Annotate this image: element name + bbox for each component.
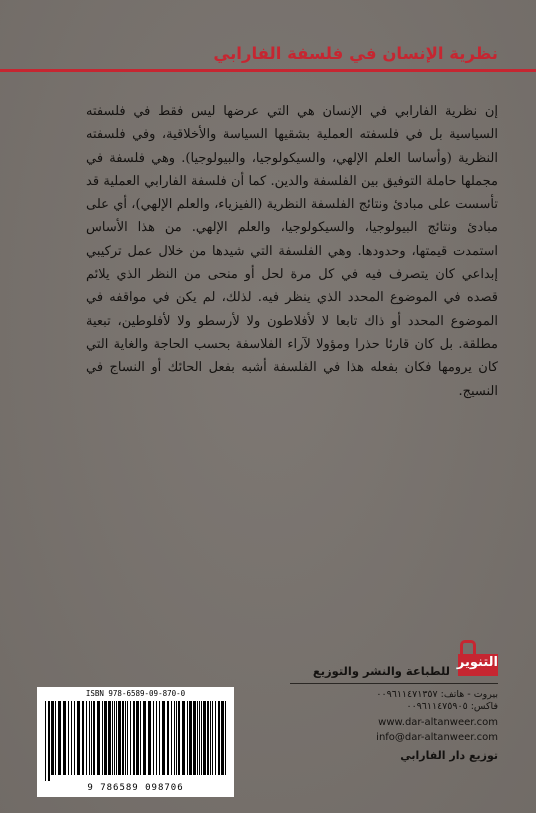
title-underline (0, 69, 536, 72)
isbn-label: ISBN 978-6589-09-870-0 (85, 689, 186, 698)
publisher-logo (454, 640, 498, 678)
publisher-fax: فاكس: ٠٠٩٦١١٤٧٥٩٠٥ (406, 701, 498, 712)
book-title: نظرية الإنسان في فلسفة الفارابي (213, 44, 498, 63)
publisher-block (290, 640, 498, 812)
barcode-bars-icon (45, 701, 226, 781)
publisher-divider (290, 683, 498, 684)
distributor-line: توزيع دار الفارابي (400, 749, 498, 762)
barcode-digits: 9 786589 098706 (87, 783, 184, 793)
publisher-name: للطباعة والنشر والتوزيع (312, 664, 450, 678)
publisher-phone: بيروت - هاتف: ٠٠٩٦١١٤٧١٣٥٧ (376, 689, 498, 700)
blurb-paragraph: إن نظرية الفارابي في الإنسان هي التي عرضها ليس فقط في فلسفته السياسية بل في فلسفته العملية بشقيها السياسة والأخلاقية، وفي فلسفته النظرية (وأساسا العلم الإلهي، والسيكولوجيا، والبيولوجيا). وهي فلسفة في مجملها حاملة التوفيق بين الفلسفة والدين. كما أن فلسفة الفارابي العملية قد تأسست على مبادئ ونتائج الفلسفة النظرية (الفيزياء، والعلم الإلهي)، أي على مبادئ ونتائج البيولوجيا، والسيكولوجيا، والعلم الإلهي. من هذا الأساس استمدت قيمتها، وحدودها. وهي الفلسفة التي شيدها من خلال عمل تركيبي إبداعي كان يتصرف فيه في كل مرة لحل أو منحى من النظر الذي يلائم قصده في الموضوع المحدد الذي ينظر فيه. لذلك، لم يكن في مواقفه في الموضوع المحدد أو ذاك تابعا لا لأفلاطون ولا لأرسطو ولا لأفلوطين، تبعية مطلقة. بل كان قارئا حذرا ومؤولا لآراء الفلاسفة بحسب الحاجة والغاية التي كان يرومها فكان بفعله هذا في الفلسفة أشبه بفعل الحائك أو النساج في النسيج. (86, 104, 498, 399)
logo-word: التنوير (456, 655, 498, 670)
publisher-email: info@dar-altanweer.com (376, 732, 498, 743)
publisher-website: www.dar-altanweer.com (378, 717, 498, 728)
isbn-barcode (37, 687, 234, 797)
